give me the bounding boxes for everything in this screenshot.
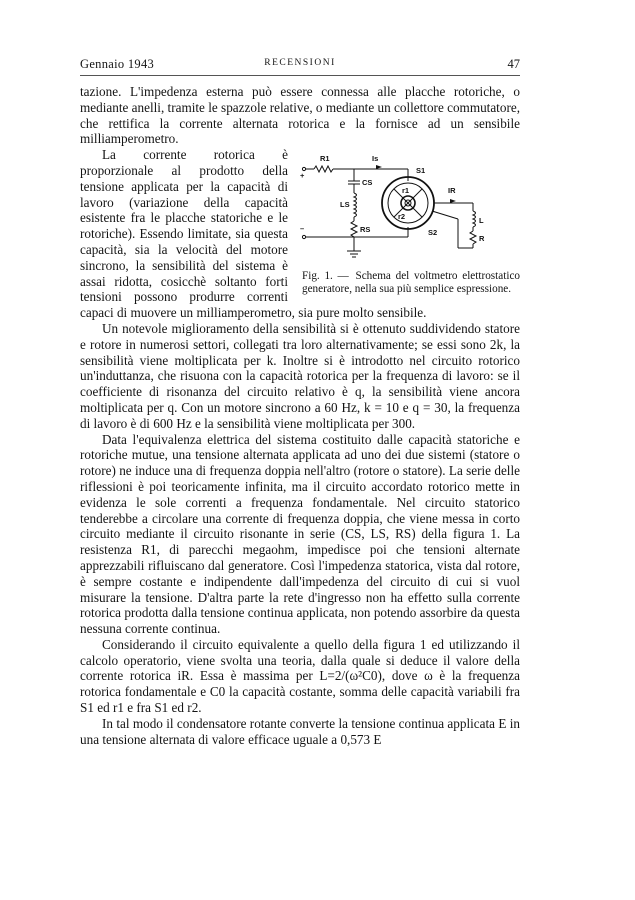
paragraph-4: Data l'equivalenza elettrica del sistema costituito dalle capacità statoriche e rotoriche mutue, una tensione alternata applicata ad uno dei due sistemi (statore o rotore) ne induce una di frequenza doppia nell'altro (rotore o statore). La serie delle riflessioni è poi teoricamente infinita, ma il circuito accordato rotorico mette in evidenza le sole correnti a frequenza fondamentale. Nel circuito statorico tenderebbe a circolare una corrente di frequenza doppia, che viene messa in corto circuito mediante il circuito risonante in serie (CS, LS, RS) della figura 1. La resistenza R1, di parecchi megaohm, impedisce poi che tensioni alternate apprezzabili rifluiscano dal generatore. Così l'impedenza statorica, vista dal rotore, è sempre costante e indipendente dall'impedenza del circuito di cui si vuol misurare la tensione. D'altra parte la rete d'ingresso non ha effetto sulla corrente rotorica prodotta dalla tensione continua applicata, non potendo assorbire da questa nessuna corrente continua.: [80, 431, 520, 637]
header-date: Gennaio 1943: [80, 57, 155, 71]
body-text: [80, 84, 520, 747]
label-r1: R1: [320, 154, 330, 164]
label-ls: LS: [340, 200, 350, 210]
paragraph-3: Un notevole miglioramento della sensibilità si è ottenuto suddividendo statore e rotore in numerosi settori, collegati tra loro alternativamente; se essi sono 2k, la sensibilità viene moltiplicata per k. Inoltre si è introdotto nel circuito rotorico un'induttanza, che risuona con la capacità rotorica per la frequenza di lavoro: se il coefficiente di risonanza del circuito relativo è q, la sensibilità viene ancora moltiplicata per q. Con un motore sincrono a 60 Hz, k = 10 e q = 30, la frequenza di lavoro è di 600 Hz e la sensibilità viene moltiplicata per 300.: [80, 320, 520, 431]
label-r2-rotor: r2: [398, 212, 406, 222]
label-rs: RS: [360, 225, 371, 235]
figure-caption: [298, 270, 520, 295]
running-header: [80, 55, 520, 76]
paragraph-6: In tal modo il condensatore rotante converte la tensione continua applicata E in una tensione alternata di valore efficace uguale a 0,573 E: [80, 715, 520, 747]
label-l: L: [479, 216, 484, 226]
label-s1: S1: [416, 166, 426, 176]
paragraph-2: La corrente rotorica è proporzionale al prodotto della tensione applicata per la capacità di lavoro (variazione della capacità esistente fra le placche statoriche e le rotoriche). Essendo limitate, sia questa capacità, sia la velocità del motore sincrono, la sensibilità del sistema è assai ridotta, cosicchè soltanto forti tensioni possono produrre correnti capaci di muovere un milliamperometro, sia pure molto sensibile.: [80, 147, 427, 321]
label-is: Is: [372, 154, 379, 164]
figure-1: [298, 151, 520, 295]
page-number: 47: [507, 57, 520, 71]
caption-label: Fig. 1. —: [302, 270, 349, 283]
label-r: R: [479, 234, 485, 244]
voltmeter-circuit-diagram: [298, 151, 516, 267]
label-s2: S2: [428, 228, 438, 238]
header-section: RECENSIONI: [264, 58, 336, 68]
caption-text: Schema del voltmetro elettrostatico generatore, nella sua più semplice espressione.: [302, 270, 521, 295]
label-plus: +: [300, 171, 305, 181]
label-minus: –: [300, 224, 305, 234]
paragraph-1: tazione. L'impedenza esterna può essere connessa alle placche rotoriche, o mediante anelli, tramite le spazzole relative, o mediante un collettore commutatore, che rettifica la corrente alternata rotorica e la fornisce ad un sensibile milliamperometro.: [80, 84, 520, 147]
label-ir: IR: [448, 186, 456, 196]
label-r1-rotor: r1: [402, 186, 410, 196]
label-cs: CS: [362, 178, 373, 188]
paragraph-5: Considerando il circuito equivalente a quello della figura 1 ed utilizzando il calcolo operatorio, viene svolta una teoria, dalla quale si deduce il valore della corrente rotorica iR. Essa è massima per L=2/(ω²C0), dove ω è la frequenza rotorica fondamentale e C0 la capacità costante, somma delle capacità variabili fra S1 ed r1 e fra S1 ed r2.: [80, 636, 520, 716]
